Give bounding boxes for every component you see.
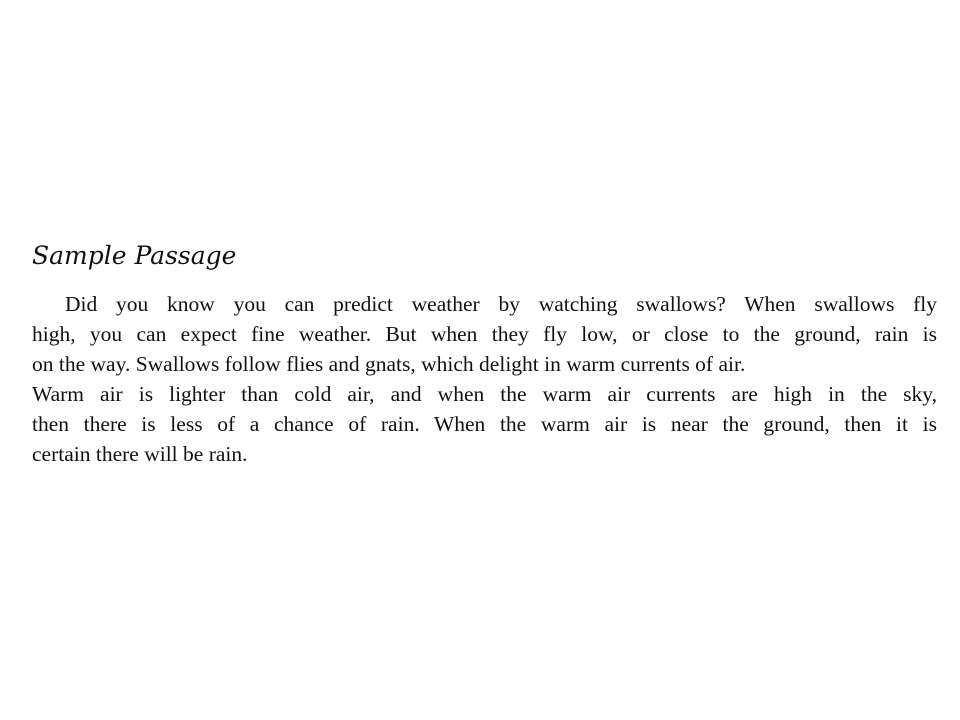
passage-text <box>32 289 937 469</box>
passage-line: high, you can expect fine weather. But when they fly low, or close to the ground, rain is <box>32 322 937 346</box>
passage-line: certain there will be rain. <box>32 442 248 466</box>
passage-line: on the way. Swallows follow flies and gnats, which delight in warm currents of air. <box>32 352 746 376</box>
passage-line: Did you know you can predict weather by watching swallows? When swallows fly <box>65 292 937 316</box>
passage-line: then there is less of a chance of rain. When the warm air is near the ground, then it is <box>32 412 937 436</box>
passage-line: Warm air is lighter than cold air, and when the warm air currents are high in the sky, <box>32 382 937 406</box>
passage-heading: Sample Passage <box>32 241 237 270</box>
